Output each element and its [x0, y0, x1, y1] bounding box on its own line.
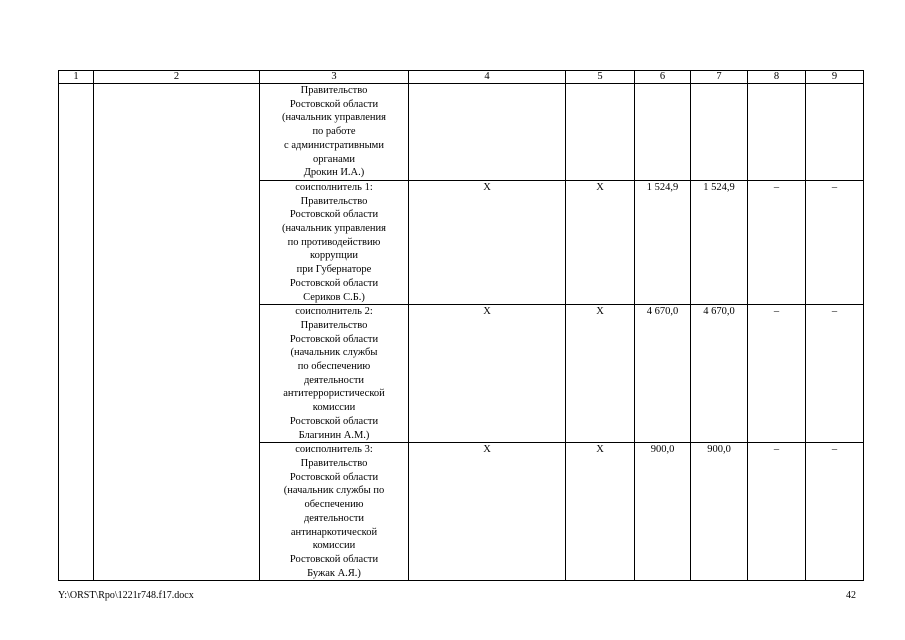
col6-cell: 1 524,9	[635, 180, 691, 304]
col8-cell: –	[748, 443, 806, 581]
executor-line: по обеспечению	[297, 361, 371, 373]
header-cell: 2	[94, 71, 260, 84]
col8-cell: –	[748, 180, 806, 304]
executor-line: Дрокин И.А.)	[303, 167, 365, 179]
executor-line: Ростовской области	[289, 415, 379, 427]
executor-line: Ростовской области	[289, 209, 379, 221]
executor-line: Ростовской области	[289, 333, 379, 345]
executor-line: Сериков С.Б.)	[303, 291, 365, 303]
header-cell: 7	[691, 71, 748, 84]
col6-cell: 4 670,0	[635, 305, 691, 443]
col5-cell: Х	[566, 305, 635, 443]
col7-cell	[691, 84, 748, 181]
executor-line: Ростовской области	[289, 471, 379, 483]
col7-cell: 900,0	[691, 443, 748, 581]
col1-cell	[59, 84, 94, 581]
executor-cell	[260, 305, 409, 443]
executor-cell	[260, 84, 409, 181]
executor-line: Ростовской области	[289, 277, 379, 289]
col4-cell: Х	[409, 443, 566, 581]
col8-cell	[748, 84, 806, 181]
executor-line: (начальник службы	[290, 347, 378, 359]
col5-cell	[566, 84, 635, 181]
header-cell: 9	[806, 71, 864, 84]
col7-cell: 4 670,0	[691, 305, 748, 443]
executor-line: Бужак А.Я.)	[307, 567, 361, 579]
header-cell: 6	[635, 71, 691, 84]
executor-line: (начальник службы по	[283, 485, 385, 497]
executor-line: с административными	[284, 139, 384, 151]
executor-line: при Губернаторе	[296, 264, 372, 276]
executor-line: деятельности	[303, 512, 365, 524]
executor-line: комиссии	[312, 540, 356, 552]
col9-cell	[806, 84, 864, 181]
header-cell: 3	[260, 71, 409, 84]
executor-line: комиссии	[312, 402, 356, 414]
executor-line: Благинин А.М.)	[298, 429, 370, 441]
col5-cell: Х	[566, 180, 635, 304]
footer-file-path: Y:\ORST\Rpo\1221r748.f17.docx	[58, 590, 194, 601]
col9-cell: –	[806, 180, 864, 304]
col9-cell: –	[806, 305, 864, 443]
executor-line: антитеррористической	[283, 388, 385, 400]
executor-line: органами	[312, 153, 355, 165]
col9-cell: –	[806, 443, 864, 581]
executor-line: по противодействию	[287, 236, 381, 248]
executor-line: соисполнитель 3:	[295, 444, 373, 456]
executor-line: соисполнитель 1:	[295, 181, 373, 193]
executor-line: Правительство	[300, 195, 368, 207]
col6-cell	[635, 84, 691, 181]
executor-line: по работе	[312, 126, 356, 138]
program-table	[58, 70, 864, 581]
executor-line: (начальник управления	[282, 112, 386, 124]
col4-cell	[409, 84, 566, 181]
executor-cell	[260, 180, 409, 304]
executor-line: соисполнитель 2:	[295, 306, 373, 318]
executor-line: (начальник управления	[282, 223, 386, 235]
executor-line: Ростовской области	[289, 553, 379, 565]
header-cell: 1	[59, 71, 94, 84]
header-cell: 5	[566, 71, 635, 84]
executor-line: Ростовской области	[289, 98, 379, 110]
header-cell: 8	[748, 71, 806, 84]
col4-cell: Х	[409, 305, 566, 443]
executor-line: Правительство	[300, 457, 368, 469]
header-row	[59, 71, 864, 84]
col2-cell	[94, 84, 260, 581]
col7-cell: 1 524,9	[691, 180, 748, 304]
executor-line: обеспечению	[304, 499, 364, 511]
executor-line: деятельности	[303, 374, 365, 386]
executor-cell	[260, 443, 409, 581]
col5-cell: Х	[566, 443, 635, 581]
col8-cell: –	[748, 305, 806, 443]
executor-line: Правительство	[300, 85, 368, 96]
col6-cell: 900,0	[635, 443, 691, 581]
footer-page-number: 42	[846, 590, 856, 601]
executor-line: антинаркотической	[290, 526, 378, 538]
col4-cell: Х	[409, 180, 566, 304]
table-row	[59, 84, 864, 181]
executor-line: Правительство	[300, 319, 368, 331]
executor-line: коррупции	[310, 250, 358, 262]
header-cell: 4	[409, 71, 566, 84]
